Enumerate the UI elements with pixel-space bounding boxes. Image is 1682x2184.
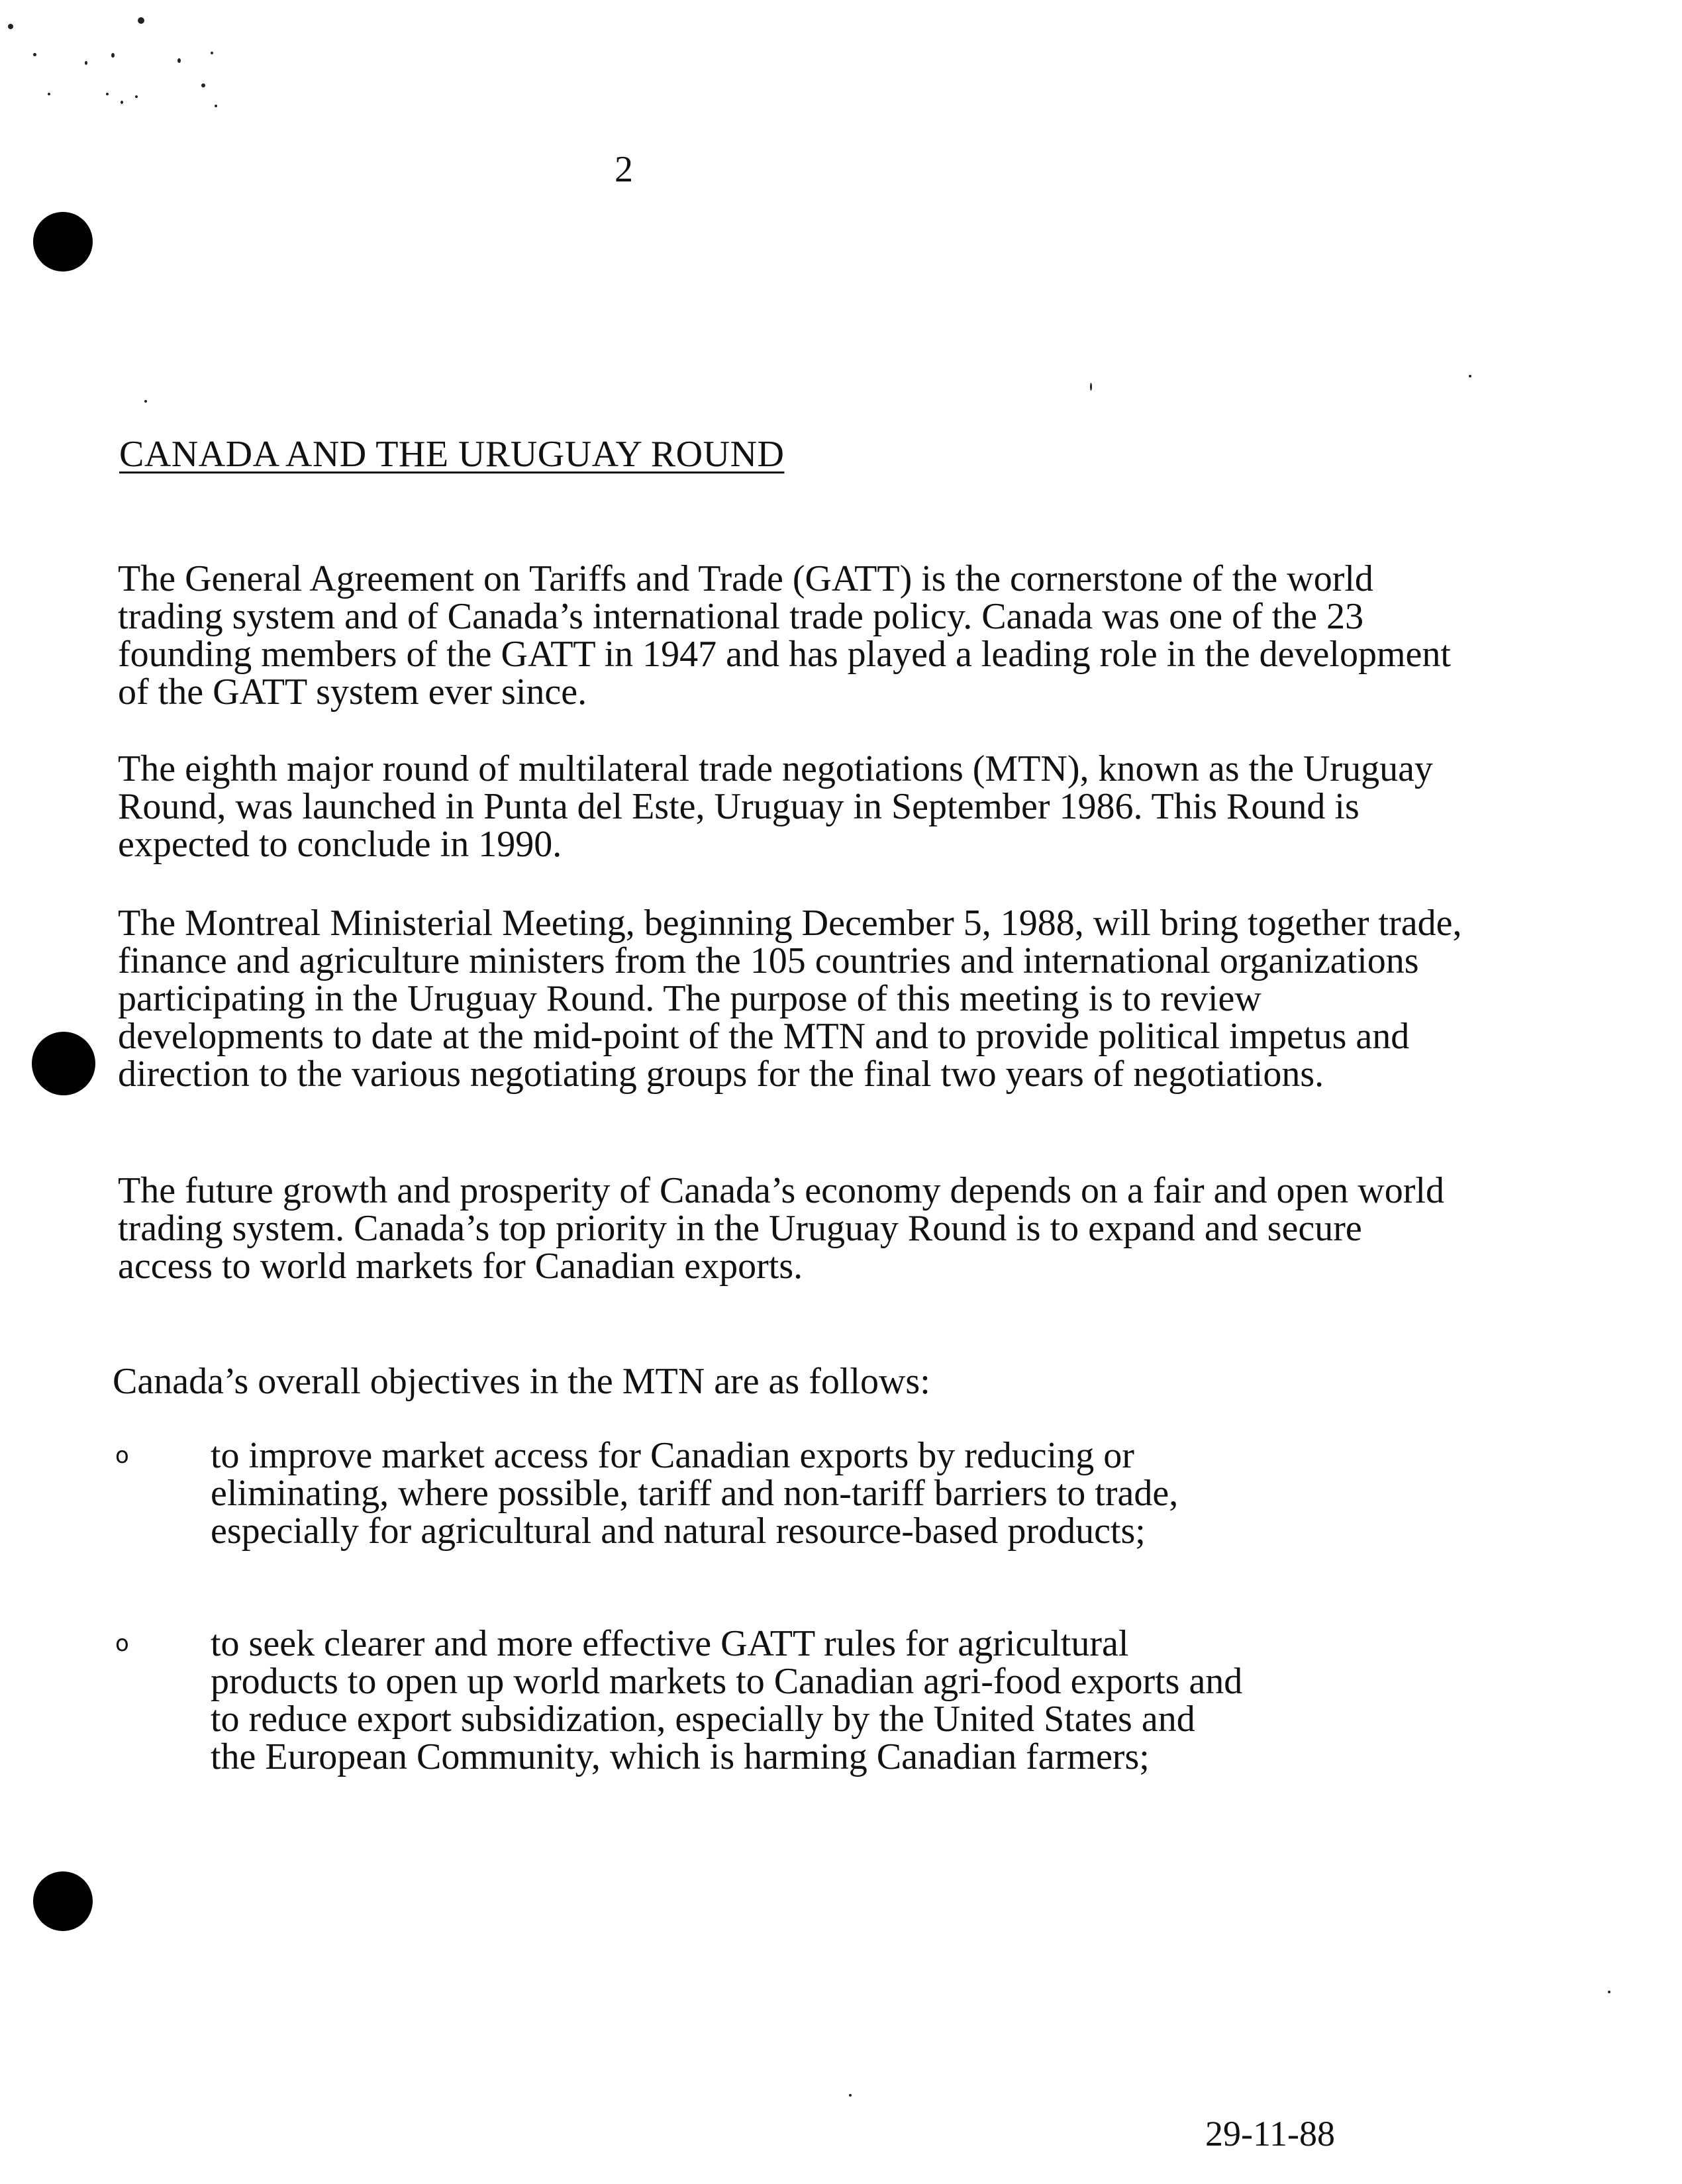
paragraph: The General Agreement on Tariffs and Trade (GATT) is the cornerstone of the world trading system and of Canada’s international trade policy. Canada was one of the 23 founding members of the GATT in 1947 and has played a leading role in the development of the GATT system ever since. <box>118 558 1451 713</box>
punch-hole <box>32 1032 95 1095</box>
scan-speck <box>215 105 217 107</box>
bullet-marker: o <box>115 1442 129 1469</box>
punch-hole <box>33 212 93 272</box>
scan-speck <box>138 17 144 24</box>
scan-speck <box>1469 375 1471 377</box>
scan-speck <box>8 24 13 29</box>
scan-speck <box>111 53 115 58</box>
scan-speck <box>48 93 50 95</box>
scan-speck <box>144 400 147 403</box>
paragraph: The eighth major round of multilateral trade negotiations (MTN), known as the Uruguay Round, was launched in Punta del Este, Uruguay in September 1986. This Round is expected to conclude in 1990. <box>118 748 1433 865</box>
scan-speck <box>135 95 138 98</box>
objective-text: to seek clearer and more effective GATT rules for agricultural products to open up world markets to Canadian agri-food exports and to reduce export subsidization, especially by the United States and the European Community, which is harming Canadian farmers; <box>211 1623 1243 1777</box>
scan-speck <box>849 2094 852 2097</box>
punch-hole <box>33 1871 93 1931</box>
scan-speck <box>211 52 213 54</box>
objectives-intro: Canada’s overall objectives in the MTN are as follows: <box>113 1361 930 1402</box>
paragraph: The Montreal Ministerial Meeting, beginning December 5, 1988, will bring together trade, finance and agriculture ministers from the 105 countries and international organizations participating in the Uruguay Round. The purpose of this meeting is to review developments to date at the mid-point of the MTN and to provide political impetus and direction to the various negotiating groups for the final two years of negotiations. <box>118 903 1462 1095</box>
objective-text: to improve market access for Canadian exports by reducing or eliminating, where possible, tariff and non-tariff barriers to trade, especially for agricultural and natural resource-based products; <box>211 1435 1179 1552</box>
scan-speck <box>1608 1991 1610 1993</box>
scan-speck <box>121 101 123 104</box>
bullet-marker: o <box>115 1630 129 1657</box>
scan-speck <box>33 53 36 56</box>
scan-speck <box>1090 383 1092 391</box>
page-number: 2 <box>615 149 633 190</box>
document-heading: CANADA AND THE URUGUAY ROUND <box>119 434 785 475</box>
scan-speck <box>106 93 109 95</box>
scan-speck <box>201 83 205 87</box>
paragraph: The future growth and prosperity of Canada’s economy depends on a fair and open world trading system. Canada’s top priority in the Uruguay Round is to expand and secure access to world markets for Canadian exports. <box>118 1170 1444 1287</box>
document-date: 29-11-88 <box>1205 2114 1335 2154</box>
scan-speck <box>85 61 87 65</box>
scan-speck <box>177 58 181 63</box>
